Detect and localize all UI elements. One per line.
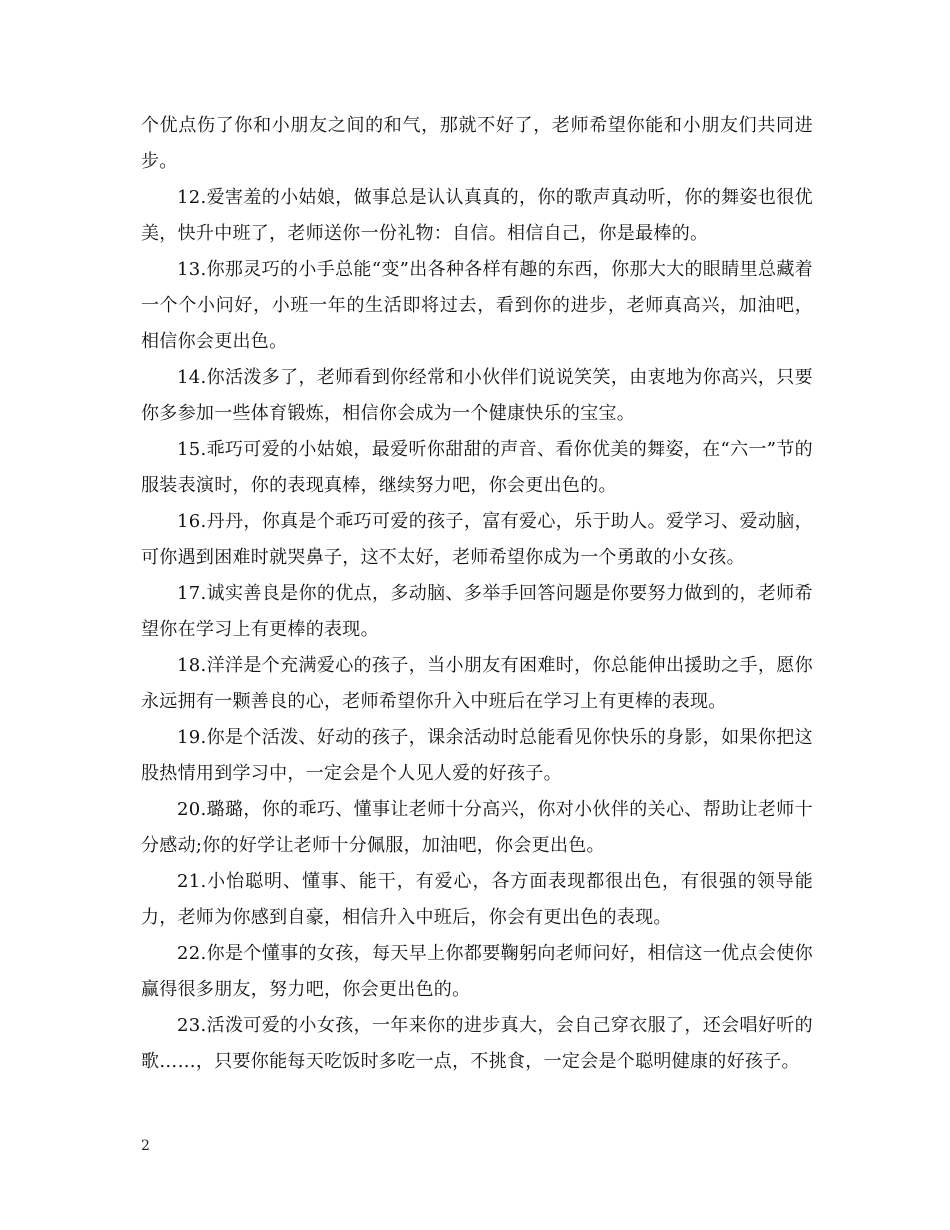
paragraph-item-19: 19.你是个活泼、好动的孩子，课余活动时总能看见你快乐的身影，如果你把这股热情用到学习中，一定会是个人见人爱的好孩子。 <box>141 727 813 784</box>
paragraph-item-21: 21.小怡聪明、懂事、能干，有爱心，各方面表现都很出色，有很强的领导能力，老师为你感到自豪，相信升入中班后，你会有更出色的表现。 <box>141 871 813 928</box>
paragraph-item-20: 20.璐璐，你的乖巧、懂事让老师十分高兴，你对小伙伴的关心、帮助让老师十分感动;你的好学让老师十分佩服，加油吧，你会更出色。 <box>141 799 813 856</box>
paragraph-item-12: 12.爱害羞的小姑娘，做事总是认认真真的，你的歌声真动听，你的舞姿也很优美，快升中班了，老师送你一份礼物：自信。相信自己，你是最棒的。 <box>141 187 813 244</box>
paragraph-item-13: 13.你那灵巧的小手总能“变”出各种各样有趣的东西，你那大大的眼睛里总藏着一个个小问好，小班一年的生活即将过去，看到你的进步，老师真高兴，加油吧，相信你会更出色。 <box>141 259 813 352</box>
paragraph-item-14: 14.你活泼多了，老师看到你经常和小伙伴们说说笑笑，由衷地为你高兴，只要你多参加一些体育锻炼，相信你会成为一个健康快乐的宝宝。 <box>141 367 813 424</box>
paragraph-continuation: 个优点伤了你和小朋友之间的和气，那就不好了，老师希望你能和小朋友们共同进步。 <box>141 115 813 172</box>
page-number: 2 <box>141 1138 150 1154</box>
paragraph-item-22: 22.你是个懂事的女孩，每天早上你都要鞠躬向老师问好，相信这一优点会使你赢得很多朋友，努力吧，你会更出色的。 <box>141 943 813 1000</box>
paragraph-item-18: 18.洋洋是个充满爱心的孩子，当小朋友有困难时，你总能伸出援助之手，愿你永远拥有一颗善良的心，老师希望你升入中班后在学习上有更棒的表现。 <box>141 655 813 712</box>
document-body <box>141 108 813 1080</box>
paragraph-item-23: 23.活泼可爱的小女孩，一年来你的进步真大，会自己穿衣服了，还会唱好听的歌……，只要你能每天吃饭时多吃一点，不挑食，一定会是个聪明健康的好孩子。 <box>141 1015 813 1072</box>
paragraph-item-15: 15.乖巧可爱的小姑娘，最爱听你甜甜的声音、看你优美的舞姿，在“六一”节的服装表演时，你的表现真棒，继续努力吧，你会更出色的。 <box>141 439 813 496</box>
paragraph-item-17: 17.诚实善良是你的优点，多动脑、多举手回答问题是你要努力做到的，老师希望你在学习上有更棒的表现。 <box>141 583 813 640</box>
paragraph-item-16: 16.丹丹，你真是个乖巧可爱的孩子，富有爱心，乐于助人。爱学习、爱动脑，可你遇到困难时就哭鼻子，这不太好，老师希望你成为一个勇敢的小女孩。 <box>141 511 813 568</box>
